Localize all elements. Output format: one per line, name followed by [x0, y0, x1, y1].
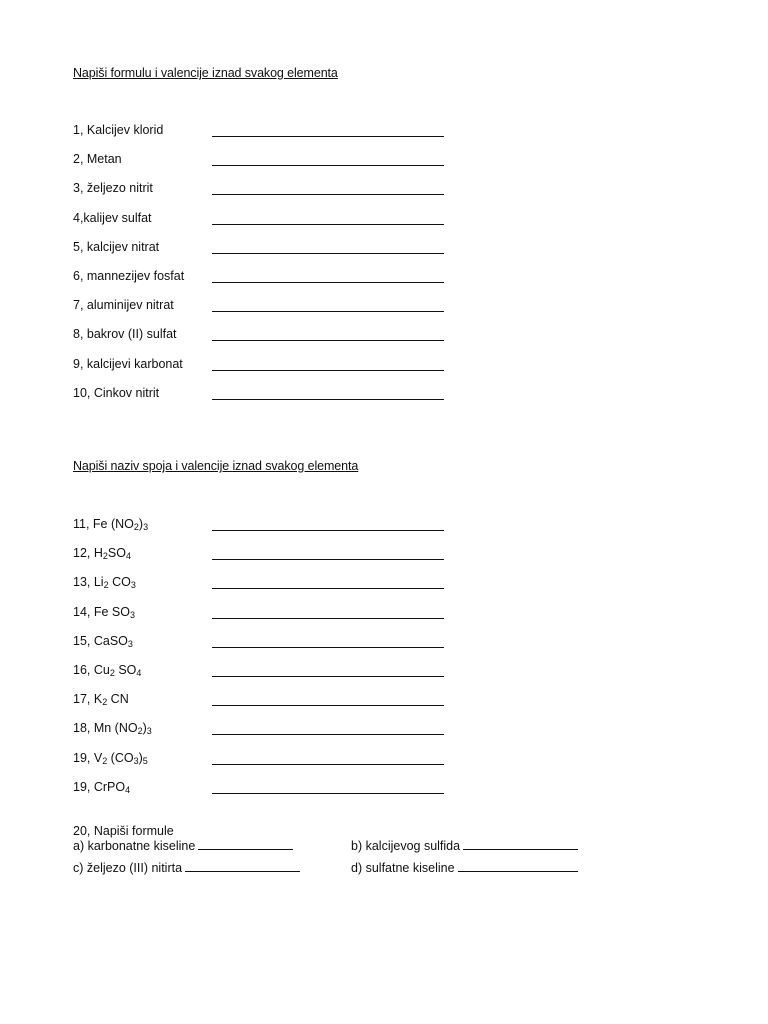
question-label: 8, bakrov (II) sulfat — [73, 327, 177, 342]
formula-label — [73, 751, 148, 765]
formula-subscript: 4 — [125, 784, 131, 795]
formula-text: 14, Fe SO — [73, 604, 130, 619]
question-row — [73, 298, 453, 318]
question-row — [73, 240, 453, 260]
answer-line[interactable] — [212, 194, 444, 195]
question-20c-label: c) željezo (III) nitirta — [73, 861, 183, 875]
answer-line[interactable] — [212, 165, 444, 166]
formula-text: SO — [114, 663, 137, 677]
formula-text: 15, CaSO — [73, 633, 128, 648]
formula-label — [73, 692, 129, 706]
question-20d-label: d) sulfatne kiseline — [351, 861, 455, 875]
question-label: 4,kalijev sulfat — [73, 210, 152, 225]
formula-subscript: 3 — [146, 726, 152, 737]
question-label: 1, Kalcijev klorid — [73, 123, 164, 137]
question-20c — [73, 861, 300, 875]
question-row — [73, 605, 453, 625]
formula-text: ) — [142, 721, 147, 736]
question-row — [73, 721, 453, 741]
formula-text: ) — [138, 517, 144, 531]
answer-line[interactable] — [212, 311, 444, 312]
formula-subscript: 3 — [130, 580, 136, 591]
formula-label — [73, 663, 141, 677]
formula-subscript: 3 — [129, 609, 135, 620]
answer-line[interactable] — [212, 559, 444, 560]
answer-line[interactable] — [212, 676, 444, 677]
question-row — [73, 663, 453, 683]
section1-heading: Napiši formulu i valencije iznad svakog elementa — [73, 66, 338, 80]
question-row — [73, 211, 453, 231]
formula-subscript: 2 — [109, 668, 115, 678]
answer-line[interactable] — [212, 530, 444, 531]
formula-text: CO — [108, 575, 131, 590]
answer-line[interactable] — [212, 340, 444, 341]
formula-text: 18, Mn (NO — [73, 721, 138, 736]
formula-text: 13, Li — [73, 575, 104, 590]
formula-subscript: 2 — [103, 580, 109, 591]
question-label: 7, aluminijev nitrat — [73, 298, 174, 313]
formula-label — [73, 780, 130, 794]
formula-subscript: 2 — [102, 551, 108, 562]
answer-line[interactable] — [198, 839, 293, 850]
formula-text: 11, Fe (NO — [73, 517, 134, 531]
question-row — [73, 327, 453, 347]
answer-line[interactable] — [212, 734, 444, 735]
question-row — [73, 152, 453, 172]
answer-line[interactable] — [212, 647, 444, 648]
answer-line[interactable] — [212, 224, 444, 225]
answer-line[interactable] — [458, 861, 578, 872]
question-20b — [351, 839, 578, 853]
question-row — [73, 751, 453, 771]
question-row — [73, 386, 453, 406]
question-label: 2, Metan — [73, 152, 122, 167]
formula-label — [73, 605, 135, 619]
answer-line[interactable] — [212, 764, 444, 765]
question-row — [73, 269, 453, 289]
formula-label — [73, 546, 131, 560]
formula-subscript: 2 — [102, 697, 108, 708]
question-row — [73, 692, 453, 712]
answer-line[interactable] — [212, 793, 444, 794]
answer-line[interactable] — [212, 136, 444, 137]
question-label: 3, željezo nitrit — [73, 181, 153, 196]
question-20a-label: a) karbonatne kiseline — [73, 839, 196, 853]
answer-line[interactable] — [212, 618, 444, 619]
formula-subscript: 2 — [137, 726, 143, 737]
formula-subscript: 3 — [133, 755, 139, 766]
formula-label — [73, 721, 152, 735]
formula-subscript: 5 — [142, 755, 148, 766]
formula-label — [73, 575, 136, 589]
answer-line[interactable] — [212, 399, 444, 400]
formula-text: 16, Cu — [73, 663, 110, 677]
formula-text: SO — [107, 546, 126, 561]
formula-text: 19, V — [73, 750, 103, 765]
formula-subscript: 4 — [125, 551, 131, 562]
question-row — [73, 357, 453, 377]
question-label: 10, Cinkov nitrit — [73, 385, 160, 400]
formula-subscript: 4 — [136, 668, 142, 678]
formula-text: ) — [138, 750, 143, 765]
answer-line[interactable] — [212, 282, 444, 283]
answer-line[interactable] — [185, 861, 300, 872]
question-row — [73, 517, 453, 537]
question-row — [73, 546, 453, 566]
question-row — [73, 634, 453, 654]
section2-heading: Napiši naziv spoja i valencije iznad svakog elementa — [73, 459, 359, 473]
question-20-title: 20, Napiši formule — [73, 824, 174, 838]
question-label: 5, kalcijev nitrat — [73, 239, 160, 254]
question-label: 6, mannezijev fosfat — [73, 269, 185, 283]
formula-subscript: 3 — [127, 638, 133, 649]
answer-line[interactable] — [463, 839, 578, 850]
formula-text: 12, H — [73, 546, 103, 561]
question-row — [73, 780, 453, 800]
answer-line[interactable] — [212, 588, 444, 589]
question-row — [73, 575, 453, 595]
question-row — [73, 181, 453, 201]
answer-line[interactable] — [212, 253, 444, 254]
formula-text: 17, K — [73, 692, 103, 707]
question-20d — [351, 861, 578, 875]
formula-subscript: 2 — [133, 522, 139, 532]
question-20a — [73, 839, 293, 853]
formula-text: 19, CrPO — [73, 779, 126, 794]
formula-label — [73, 517, 148, 531]
answer-line[interactable] — [212, 705, 444, 706]
formula-label — [73, 634, 133, 648]
question-label: 9, kalcijevi karbonat — [73, 356, 183, 371]
formula-text: (CO — [107, 750, 134, 765]
formula-text: CN — [107, 692, 129, 707]
formula-subscript: 2 — [102, 755, 108, 766]
answer-line[interactable] — [212, 370, 444, 371]
question-row — [73, 123, 453, 143]
formula-subscript: 3 — [143, 522, 149, 532]
question-20b-label: b) kalcijevog sulfida — [351, 839, 461, 853]
